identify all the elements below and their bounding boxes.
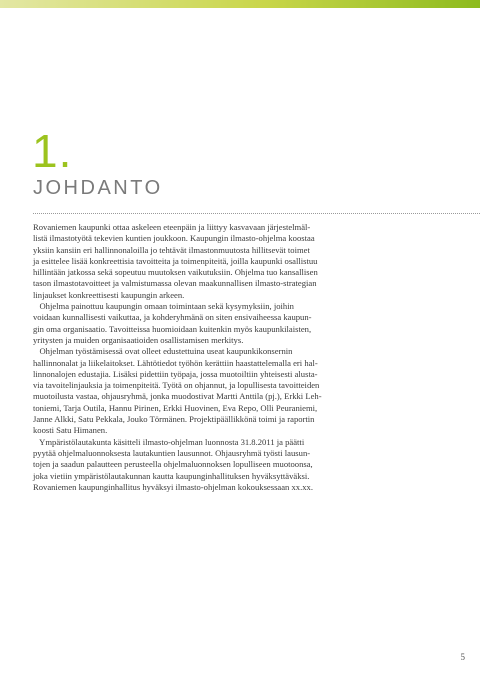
text-line: pyytää ohjelmaluonnoksesta lautakuntien lausunnot. Ohjausryhmä työsti lausun-	[33, 447, 311, 458]
text-line: listä ilmastotyötä tekevien kuntien joukkoon. Kaupungin ilmasto-ohjelma koostaa	[33, 233, 315, 244]
text-line: Rovaniemen kaupunki ottaa askeleen eteenpäin ja liittyy kasvavaan järjestelmäl-	[33, 222, 311, 232]
text-line: voidaan kunnallisesti vaikuttaa, ja kohderyhmänä on siten ensivaiheessa kaupun-	[33, 312, 312, 323]
text-line: Ohjelman työstämisessä ovat olleet edustettuina useat kaupunkikonsernin	[33, 346, 293, 357]
text-line: hallinnonalat ja liikelaitokset. Lähtötiedot työhön kerättiin haastattelemalla eri hal-	[33, 357, 318, 368]
text-line: Ohjelma painottuu kaupungin omaan toimintaan sekä kysymyksiin, joihin	[33, 301, 294, 312]
text-line: tason ilmastotavoitteet ja valmistumassa olevan maakunnallisen ilmasto-strategian	[33, 278, 317, 289]
text-line: tojen ja saadun palautteen perusteella ohjelmaluonnoksen lopulliseen muotoonsa,	[33, 459, 313, 470]
paragraph-approval	[33, 437, 363, 493]
text-line: hillintään jatkossa sekä sopeutuu muutoksen vaikutuksiin. Ohjelma tuo kansallisen	[33, 267, 318, 278]
text-line: linjaukset konkreettisesti kaupungin arkeen.	[33, 289, 185, 300]
text-line: ja esittelee lisää konkreettisia tavoitteita ja toimenpiteitä, joilla kaupunki osallistuu	[33, 255, 318, 266]
body-text	[33, 222, 363, 493]
text-line: toniemi, Tarja Outila, Hannu Pirinen, Erkki Huovinen, Eva Repo, Olli Peuraniemi,	[33, 402, 318, 413]
text-line: gin oma organisaatio. Tavoitteissa huomioidaan kuitenkin myös kaupunkilaisten,	[33, 323, 312, 334]
text-line: muotoilusta vastaa, ohjausryhmä, jonka muodostivat Martti Anttila (pj.), Erkki Leh-	[33, 391, 322, 402]
text-line: Rovaniemen kaupunginhallitus hyväksyi ilmasto-ohjelman kokouksessaan xx.xx.	[33, 481, 313, 492]
text-line: via tavoitelinjauksia ja toimenpiteitä. Työtä on ohjannut, ja lopullisesta tavoitteiden	[33, 380, 320, 391]
chapter-title: JOHDANTO	[33, 177, 163, 199]
page-number: 5	[460, 652, 465, 662]
top-accent-bar	[0, 0, 480, 8]
text-line: Janne Alkki, Satu Pekkala, Jouko Törmänen. Projektipäällikkönä toimi ja raportin	[33, 414, 315, 425]
text-line: yritysten ja muiden organisaatioiden osallistamisen merkitys.	[33, 334, 244, 345]
paragraph-intro	[33, 222, 363, 301]
text-line: linnonalojen edustajia. Lisäksi pidettiin työpaja, jossa muotoiltiin yhteisesti alusta-	[33, 368, 318, 379]
chapter-number: 1.	[32, 125, 73, 177]
paragraph-working-group	[33, 346, 363, 436]
dotted-divider	[33, 213, 480, 214]
text-line: koosti Satu Himanen.	[33, 425, 108, 436]
text-line: Ympäristölautakunta käsitteli ilmasto-ohjelman luonnosta 31.8.2011 ja päätti	[33, 436, 305, 447]
text-line: yksiin kansiin eri hallinnonaloilla jo tehtävät ilmastonmuutosta hillitsevät toimet	[33, 244, 310, 255]
text-line: joka vietiin ympäristölautakunnan kautta kaupunginhallituksen hyväksyttäväksi.	[33, 470, 310, 481]
paragraph-focus	[33, 301, 363, 346]
